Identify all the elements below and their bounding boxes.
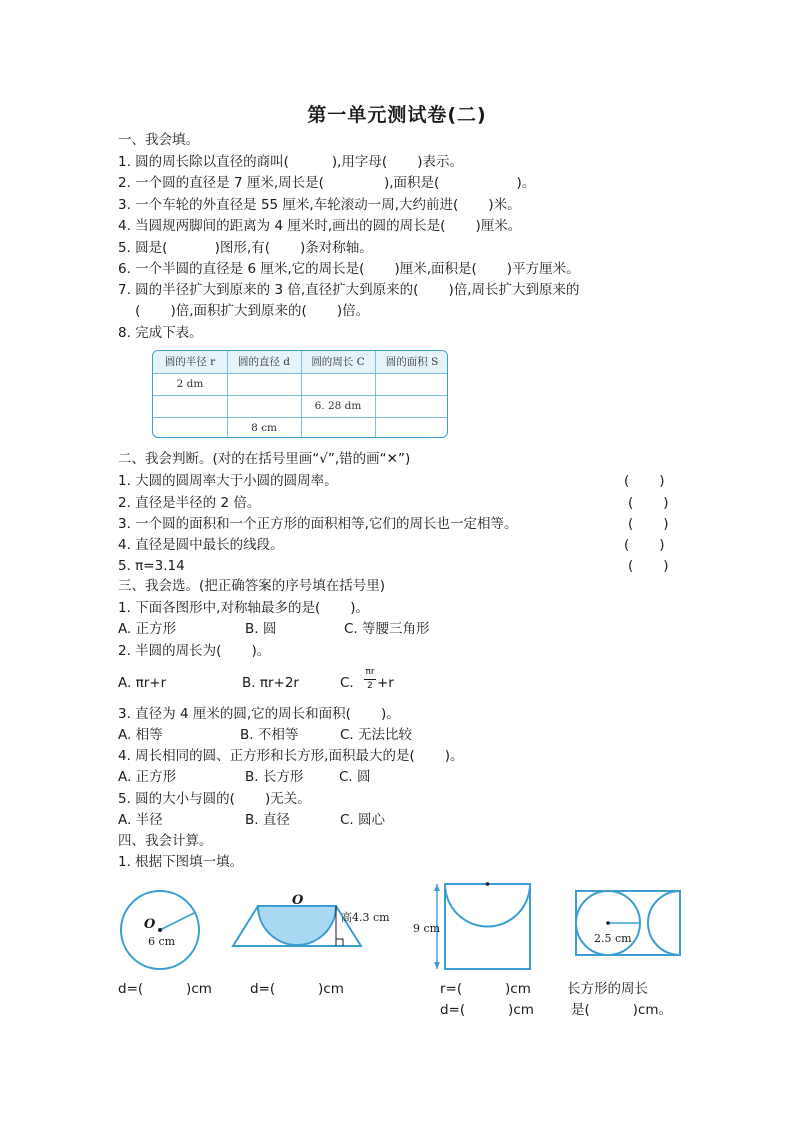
table-cell: 8 cm <box>251 422 277 434</box>
s1-line-5: 5. 圆是( )图形,有( )条对称轴。 <box>118 240 373 256</box>
s3-q2-option-c: C. <box>340 675 354 691</box>
s3-q5-option-c: C. 圆心 <box>340 812 386 828</box>
fig2-center-label: O <box>292 893 304 908</box>
s3-q4-option-a: A. 正方形 <box>118 769 177 785</box>
s3-q2-option-b: B. πr+2r <box>242 675 299 691</box>
ans-figure-4: 是( )cm。 <box>571 1002 673 1018</box>
s4-q1: 1. 根据下图填一填。 <box>118 854 244 870</box>
section3-heading: 三、我会选。(把正确答案的序号填在括号里) <box>118 578 386 594</box>
s2-item-3: 3. 一个圆的面积和一个正方形的面积相等,它们的周长也一定相等。 <box>118 516 518 532</box>
ans-figure-1: d=( )cm <box>118 981 212 997</box>
s1-line-3: 3. 一个车轮的外直径是 55 厘米,车轮滚动一周,大约前进( )米。 <box>118 197 521 213</box>
s2-bracket-4: ( ) <box>624 537 665 553</box>
section2-heading: 二、我会判断。(对的在括号里画“√”,错的画“✕”) <box>118 451 411 467</box>
s3-q4: 4. 周长相同的圆、正方形和长方形,面积最大的是( )。 <box>118 748 464 764</box>
s2-item-1: 1. 大圆的圆周率大于小圆的圆周率。 <box>118 473 338 489</box>
section4-heading: 四、我会计算。 <box>118 833 213 849</box>
table-header-cell: 圆的周长 C <box>311 356 365 368</box>
s2-bracket-1: ( ) <box>624 473 665 489</box>
figure-square-semicircle <box>413 882 530 969</box>
s2-item-4: 4. 直径是圆中最长的线段。 <box>118 537 284 553</box>
table-header-cell: 圆的半径 r <box>164 356 216 368</box>
s3-q1-option-c: C. 等腰三角形 <box>344 621 430 637</box>
fig4-radius-label: 2.5 cm <box>594 932 632 945</box>
s3-q3-option-b: B. 不相等 <box>240 727 299 743</box>
table-header-cell: 圆的直径 d <box>237 356 291 368</box>
s3-q1-option-b: B. 圆 <box>245 621 277 637</box>
s2-item-5: 5. π=3.14 <box>118 558 185 574</box>
s1-line-4: 4. 当圆规两脚间的距离为 4 厘米时,画出的圆的周长是( )厘米。 <box>118 218 522 234</box>
s2-item-2: 2. 直径是半径的 2 倍。 <box>118 495 261 511</box>
ans-figure-4-label: 长方形的周长 <box>567 981 648 997</box>
fraction-tail: +r <box>377 675 394 691</box>
s2-bracket-2: ( ) <box>628 495 669 511</box>
s3-q4-option-c: C. 圆 <box>339 769 371 785</box>
s3-q5: 5. 圆的大小与圆的( )无关。 <box>118 791 311 807</box>
s3-q1-option-a: A. 正方形 <box>118 621 177 637</box>
section1-heading: 一、我会填。 <box>118 132 199 148</box>
s1-line-7b: ( )倍,面积扩大到原来的( )倍。 <box>118 303 370 319</box>
s3-q3-option-c: C. 无法比较 <box>340 727 413 743</box>
s3-q4-option-b: B. 长方形 <box>245 769 304 785</box>
s3-q3-option-a: A. 相等 <box>118 727 163 743</box>
ans-figure-3-d: d=( )cm <box>440 1002 534 1018</box>
s3-q2-option-a: A. πr+r <box>118 675 167 691</box>
s3-q5-option-a: A. 半径 <box>118 812 163 828</box>
table-cell: 2 dm <box>176 378 204 390</box>
figure-trapezoid-semicircle <box>233 893 390 946</box>
ans-figure-3-r: r=( )cm <box>440 981 531 997</box>
fig1-radius-label: 6 cm <box>148 935 176 948</box>
fraction-denominator: 2 <box>367 681 373 691</box>
fraction-numerator: πr <box>365 667 375 677</box>
s1-line-8: 8. 完成下表。 <box>118 325 203 341</box>
s3-q1: 1. 下面各图形中,对称轴最多的是( )。 <box>118 600 370 616</box>
fig1-center-label: O <box>144 917 156 932</box>
fig2-height-label: 高4.3 cm <box>341 911 390 924</box>
page-title: 第一单元测试卷(二) <box>307 104 487 126</box>
s1-line-6: 6. 一个半圆的直径是 6 厘米,它的周长是( )厘米,面积是( )平方厘米。 <box>118 261 580 277</box>
figure-rectangle-circles <box>576 891 680 955</box>
s1-line-2: 2. 一个圆的直径是 7 厘米,周长是( ),面积是( )。 <box>118 175 536 191</box>
figure-circle <box>121 891 199 969</box>
table-header-cell: 圆的面积 S <box>385 356 439 368</box>
ans-figure-2: d=( )cm <box>250 981 344 997</box>
s1-line-7: 7. 圆的半径扩大到原来的 3 倍,直径扩大到原来的( )倍,周长扩大到原来的 <box>118 282 580 298</box>
table-cell: 6. 28 dm <box>314 400 362 412</box>
s2-bracket-5: ( ) <box>628 558 669 574</box>
s1-line-1: 1. 圆的周长除以直径的商叫( ),用字母( )表示。 <box>118 154 463 170</box>
fig3-side-label: 9 cm <box>413 922 441 935</box>
s3-q2: 2. 半圆的周长为( )。 <box>118 643 271 659</box>
s3-q5-option-b: B. 直径 <box>245 812 290 828</box>
s2-bracket-3: ( ) <box>628 516 669 532</box>
s3-q3: 3. 直径为 4 厘米的圆,它的周长和面积( )。 <box>118 706 400 722</box>
